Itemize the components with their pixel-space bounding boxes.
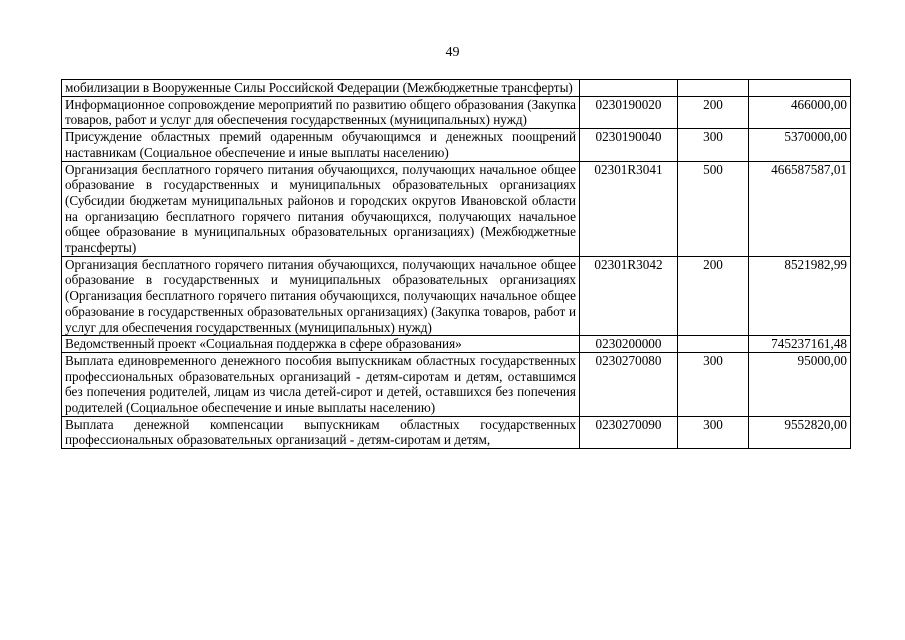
row-name: Присуждение областных премий одаренным обучающимся и денежных поощрений наставникам (Социальное обеспечение и иные выплаты населению) xyxy=(62,129,580,161)
table-row xyxy=(62,336,851,353)
row-target-code: 02301R3042 xyxy=(580,256,678,336)
page-number: 49 xyxy=(445,45,460,60)
row-amount xyxy=(749,80,851,97)
row-expense-type: 300 xyxy=(678,352,749,416)
row-amount: 466000,00 xyxy=(749,96,851,128)
row-name: мобилизации в Вооруженные Силы Российской Федерации (Межбюджетные трансферты) xyxy=(62,80,580,97)
row-amount: 5370000,00 xyxy=(749,129,851,161)
row-expense-type xyxy=(678,80,749,97)
budget-table xyxy=(61,79,851,449)
table-row xyxy=(62,352,851,416)
row-expense-type: 500 xyxy=(678,161,749,256)
table-row xyxy=(62,256,851,336)
row-expense-type: 300 xyxy=(678,416,749,448)
row-name: Выплата единовременного денежного пособия выпускникам областных государственных профессиональных образовательных организаций - детям-сиротам и детям, оставшимся без попечения родителей, лицам из числа детей-сирот и детей, оставшихся без попечения родителей (Социальное обеспечение и иные выплаты населению) xyxy=(62,352,580,416)
row-target-code xyxy=(580,80,678,97)
row-name: Ведомственный проект «Социальная поддержка в сфере образования» xyxy=(62,336,580,353)
row-target-code: 0230270090 xyxy=(580,416,678,448)
row-target-code: 0230270080 xyxy=(580,352,678,416)
row-target-code: 02301R3041 xyxy=(580,161,678,256)
row-amount: 466587587,01 xyxy=(749,161,851,256)
row-expense-type: 300 xyxy=(678,129,749,161)
row-expense-type xyxy=(678,336,749,353)
table-row xyxy=(62,80,851,97)
row-name: Выплата денежной компенсации выпускникам областных государственных профессиональных образовательных организаций - детям-сиротам и детям, xyxy=(62,416,580,448)
table-row xyxy=(62,416,851,448)
row-target-code: 0230190040 xyxy=(580,129,678,161)
row-amount: 8521982,99 xyxy=(749,256,851,336)
row-amount: 745237161,48 xyxy=(749,336,851,353)
row-name: Организация бесплатного горячего питания обучающихся, получающих начальное общее образование в государственных и муниципальных образовательных организациях (Организация бесплатного горячего питания обучающихся, получающих начальное общее образование в государственных образовательных организациях) (Закупка товаров, работ и услуг для обеспечения государственных (муниципальных) нужд) xyxy=(62,256,580,336)
table-row xyxy=(62,161,851,256)
row-target-code: 0230200000 xyxy=(580,336,678,353)
table-row xyxy=(62,96,851,128)
table-row xyxy=(62,129,851,161)
row-amount: 95000,00 xyxy=(749,352,851,416)
row-expense-type: 200 xyxy=(678,96,749,128)
row-target-code: 0230190020 xyxy=(580,96,678,128)
row-amount: 9552820,00 xyxy=(749,416,851,448)
row-expense-type: 200 xyxy=(678,256,749,336)
row-name: Организация бесплатного горячего питания обучающихся, получающих начальное общее образование в государственных и муниципальных образовательных организациях (Субсидии бюджетам муниципальных районов и городских округов Ивановской области на организацию бесплатного горячего питания обучающихся, получающих начальное общее образование в муниципальных образовательных организациях) (Межбюджетные трансферты) xyxy=(62,161,580,256)
row-name: Информационное сопровождение мероприятий по развитию общего образования (Закупка товаров, работ и услуг для обеспечения государственных (муниципальных) нужд) xyxy=(62,96,580,128)
